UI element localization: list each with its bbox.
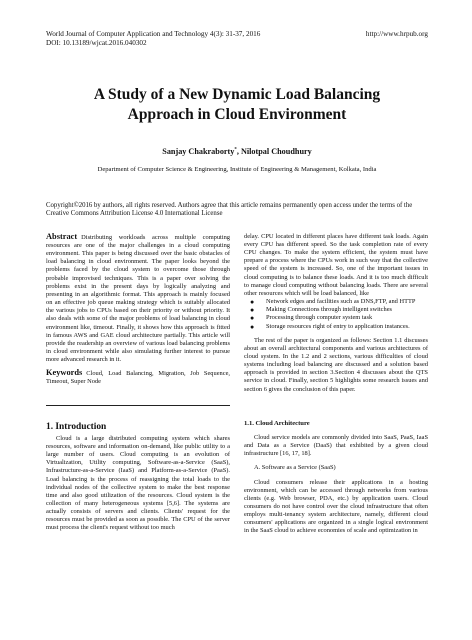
doi: DOI: 10.13189/wjcat.2016.040302 bbox=[46, 38, 147, 47]
bullet-icon: ● bbox=[250, 306, 255, 315]
paragraph-saas: Cloud consumers release their applications in a hosting environment, which can be accessed through networks from various clients (e.g. Web browser, PDA, etc.) by application users. Cloud consumers do not have control over the cloud infrastructure that often employs multi-tenancy system architecture, namely, different cloud consumers' applications are organized in a single logical environment in the SaaS cloud to achieve economies of scale and optimization in bbox=[244, 478, 428, 535]
paragraph-organization: The rest of the paper is organized as follows: Section 1.1 discusses about an overall architectural components and various architectures of cloud system. In the 1.2 and 2 sections, various difficulties of cloud systems including load balancing are discussed and a solution based approach is provided in section 3.Section 4 discusses about the QTS service in cloud. Finally, section 5 highlights some research issues and section 6 gives the conclusion of this paper. bbox=[244, 336, 428, 393]
bullet-icon: ● bbox=[250, 298, 255, 307]
keywords-label: Keywords bbox=[46, 368, 83, 378]
introduction-paragraph: Cloud is a large distributed computing system which shares resources, software and information on-demand, like public utility to a large number of users. Cloud computing is an evolution of Virtualization, Utility computing, Software-as-a-Service (SaaS), Infrastructure-as-a-Service (IaaS) and Platform-as-a-Service (PaaS). Load balancing is the process of reassigning the total loads to the individual nodes of the collective system to make the best response time and also good utilization of the resources. Cloud system is the collection of many heterogeneous systems [5,6]. The systems are actually consists of servers and clients. Clients' request for the resources must be provided as soon as possible. The CPU of the server must process the client's request without too much bbox=[46, 434, 230, 532]
section-heading-introduction: 1. Introduction bbox=[46, 421, 107, 432]
list-item: ● Network edges and facilities such as DNS,FTP, and HTTP bbox=[250, 298, 416, 307]
paragraph-load-balancing: delay. CPU located in different places have different task loads. Again every CPU has different speed. So the task completion rate of every CPU changes. To make the system efficient, the system must have prepare a process where the CPUs work in such way that the collective speed of the system is increased. So, one of the important issues in cloud computing is to balance these loads. And it is too much difficult to manage cloud computing without balancing loads. There are several other resources which will be load balanced, like bbox=[244, 232, 428, 297]
left-column bbox=[46, 233, 230, 536]
right-column bbox=[244, 233, 428, 536]
paragraph-service-models: Cloud service models are commonly divided into SaaS, PaaS, IaaS and Data as a Service (DaaS) that exhibited by a given cloud infrastructure [16, 17, 18]. bbox=[244, 433, 428, 458]
author-second: , Nilotpal Choudhury bbox=[236, 147, 312, 157]
title-line-1: A Study of a New Dynamic Load Balancing bbox=[93, 86, 381, 104]
resource-bullet-list bbox=[244, 298, 428, 331]
keywords-text: Cloud, Load Balancing, Migration, Job Sequence, Timeout, Super Node bbox=[46, 370, 230, 386]
journal-info bbox=[46, 30, 260, 47]
bullet-icon: ● bbox=[250, 322, 255, 331]
corresponding-mark: * bbox=[234, 147, 237, 153]
abstract-text: Distributing workloads across multiple computing resources are one of the major challenges in a cloud computing environment. This paper is being discussed over the basic obstacles of load balancing in cloud environment. The paper looks beyond the problems faced by the cloud system to overcome those through probable improvised techniques. This is a paper over solving the problems exist in the present days by logically analyzing and presenting in an algorithmic format. This approach is mainly focused on an effective job queue making strategy which is suitably allocated the various jobs to CPUs based on their priority or without priority. It also deals with some of the major problems of load balancing in cloud environment like, timeout. Finally, it shows how this approach is fitted in famous AWS and GAE cloud architecture partially. This article will provide the readership an overview of various load balancing problems in cloud environment while also simulating further interest to pursue more advanced research in it. bbox=[46, 233, 230, 364]
two-column-body bbox=[46, 233, 428, 536]
title-line-2: Approach in Cloud Environment bbox=[127, 106, 347, 124]
list-item: ● Processing through computer system task bbox=[250, 314, 373, 323]
keywords bbox=[46, 369, 230, 386]
subsection-heading-cloud-architecture: 1.1. Cloud Architecture bbox=[244, 419, 310, 427]
section-divider bbox=[46, 405, 230, 406]
running-header bbox=[46, 0, 428, 47]
list-item: ● Storage resources right of entry to application instances. bbox=[250, 322, 410, 331]
affiliation: Department of Computer Science & Engineering, Institute of Engineering & Management, Kolkata, India bbox=[97, 166, 377, 174]
journal-url[interactable]: http://www.hrpub.org bbox=[365, 30, 428, 38]
journal-citation: World Journal of Computer Application and Technology 4(3): 31-37, 2016 bbox=[46, 30, 261, 38]
author-list bbox=[46, 147, 428, 156]
author-first: Sanjay Chakraborty bbox=[162, 147, 235, 157]
bullet-icon: ● bbox=[250, 314, 255, 323]
subsubsection-heading-saas: A. Software as a Service (SaaS) bbox=[254, 464, 336, 472]
paper-title bbox=[46, 85, 428, 125]
list-item: ● Making Connections through intelligent switches bbox=[250, 306, 393, 315]
abstract-label: Abstract bbox=[46, 231, 78, 241]
copyright-notice: Copyright©2016 by authors, all rights reserved. Authors agree that this article remains permanently open access under the terms of the Creative Commons Attribution License 4.0 International License bbox=[46, 202, 413, 218]
abstract bbox=[46, 233, 230, 365]
